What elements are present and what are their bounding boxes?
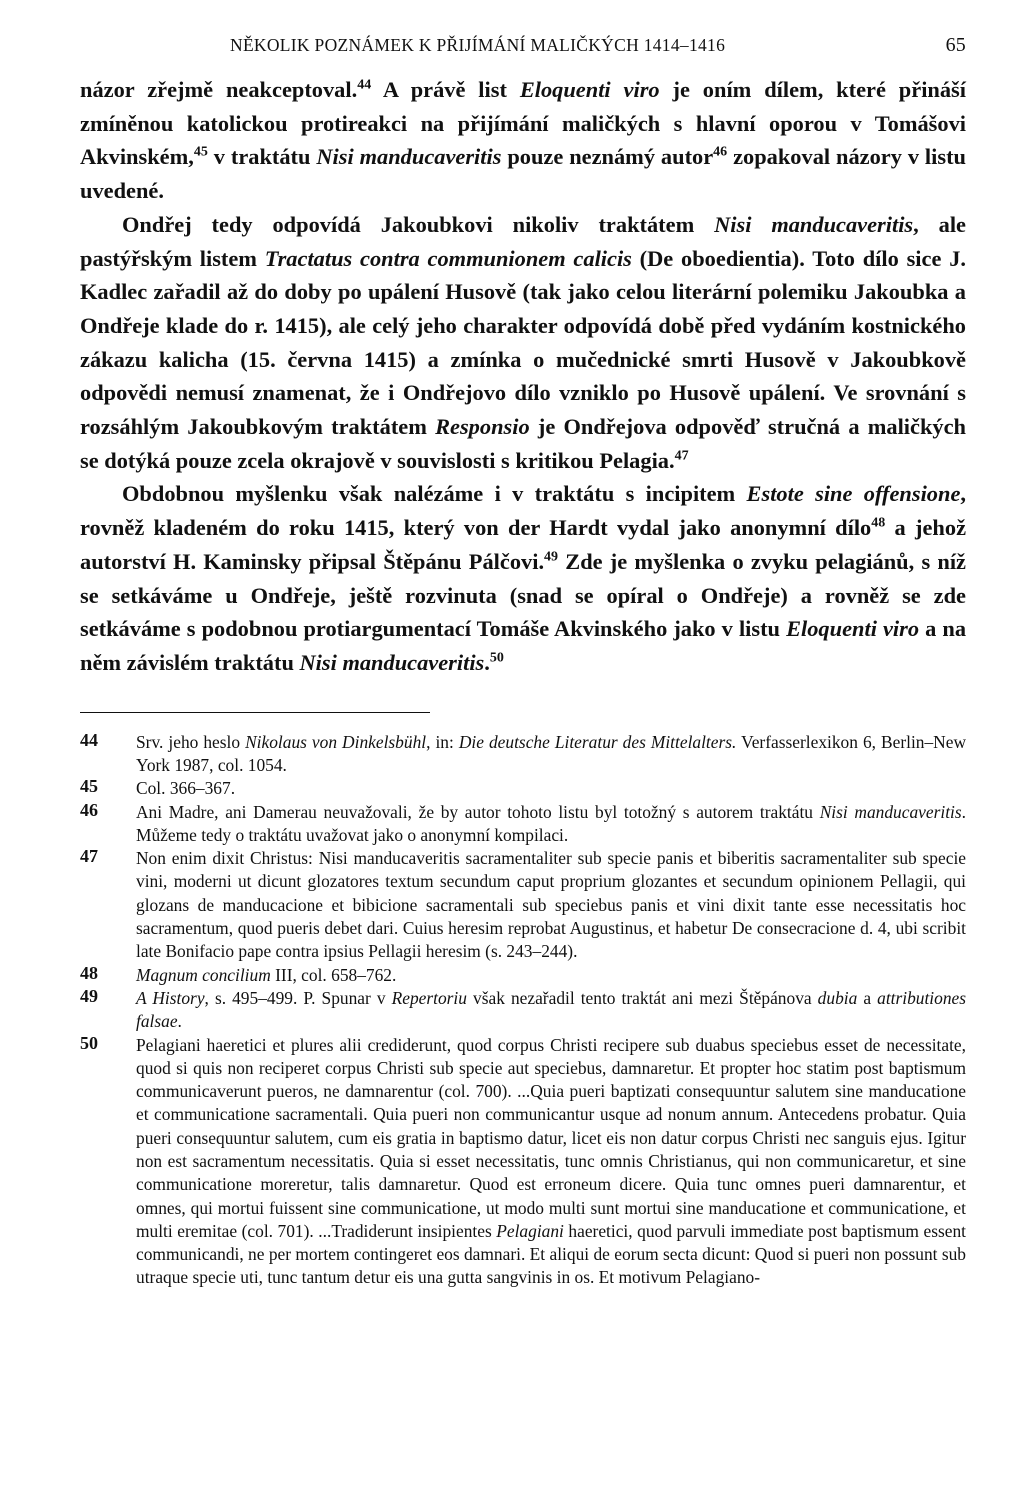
footnote-ref-49[interactable]: 49 — [544, 549, 559, 565]
italic-title: Eloquenti viro — [786, 616, 920, 642]
italic-title: A History — [136, 987, 205, 1008]
page-number: 65 — [945, 34, 966, 56]
footnote-ref-48[interactable]: 48 — [871, 515, 886, 531]
footnote-ref-44[interactable]: 44 — [357, 77, 372, 93]
footnote-50 — [80, 1034, 966, 1290]
paragraph-3 — [80, 477, 966, 679]
footnote-text: Non enim dixit Christus: Nisi manducaveritis sacramentaliter sub specie panis et biberitis sacramentaliter sub specie vini, moderni ut dicunt glozatores textum secundum caput proprium glozantes et secundum opinionem Pellagii, qui glozans de manducacione et bibicione sacramentali sub speciebus panis et vini dixit tante esse necessitatis hoc sacramentum, quod pueris debet dari. Cuius heresim reprobat Augustinus, et habetur De consecracione d. 4, ubi scribit late Bonifacio pape contra ipsius Pellagii heresim (s. 243–244). — [136, 848, 966, 962]
text-run: haeretici, quod parvuli immediate post baptismum essent communicandi, ne per mortem contingeret eos damnari. Et aliqui de eorum secta dicunt: Quod si pueri non possunt sub utraque specie uti, tunc tantum detur eis una gutta sangvinis in os. Et motivum Pelagiano- — [136, 1220, 966, 1288]
italic-title: Repertoriu — [391, 987, 467, 1008]
italic-title: attributiones falsae — [136, 987, 967, 1032]
footnote-number: 45 — [80, 776, 98, 797]
footnote-number: 46 — [80, 799, 98, 820]
text-run: pouze neznámý autor — [501, 144, 714, 170]
italic-title: Pelagiani — [496, 1220, 564, 1241]
text-run: Ondřej tedy odpovídá Jakoubkovi nikoliv traktátem — [122, 211, 715, 237]
footnote-ref-47[interactable]: 47 — [674, 448, 689, 464]
footnote-ref-46[interactable]: 46 — [713, 144, 728, 160]
text-run: a — [857, 987, 878, 1008]
text-run: . Můžeme tedy o traktátu uvažovat jako o anonymní kompilaci. — [136, 801, 966, 845]
text-run: , s. 495–499. P. Spunar v — [204, 987, 392, 1008]
italic-title: Nisi manducaveritis — [819, 801, 962, 822]
footnote-number: 50 — [80, 1032, 98, 1053]
text-run: Srv. jeho heslo — [136, 731, 246, 752]
text-run: III, col. 658–762. — [270, 964, 397, 985]
text-run: , rovněž kladeném do roku 1415, který von der Hardt vydal jako anonymní dílo — [80, 481, 966, 541]
footnote-46 — [80, 801, 966, 848]
main-text — [80, 73, 966, 680]
text-run: Zde je myšlenka o zvyku pelagiánů, s níž se setkáváme u Ondřeje, ještě rozvinuta (snad se opíral o Ondřeje) a rovněž se zde setkáváme s podobnou protiargumentací Tomáše Akvinského jako v listu — [80, 548, 966, 642]
footnote-44 — [80, 731, 966, 778]
text-run: . — [177, 1011, 182, 1032]
text-run: a na něm závislém traktátu — [80, 616, 967, 675]
italic-title: Magnum concilium — [136, 964, 271, 985]
italic-title: Die deutsche Literatur des Mittelalters. — [458, 731, 737, 752]
footnote-49 — [80, 987, 966, 1034]
italic-title: Eloquenti viro — [519, 77, 660, 102]
text-run: a jehož autorství H. Kaminsky připsal Štěpánu Pálčovi. — [80, 515, 967, 574]
footnote-45 — [80, 777, 966, 800]
text-run: názor zřejmě neakceptoval. — [80, 77, 358, 102]
text-run: Verfasserlexikon 6, Berlin–New York 1987, col. 1054. — [136, 731, 967, 775]
italic-title: dubia — [817, 987, 858, 1008]
text-run: Pelagiani haeretici et plures alii crediderunt, quod corpus Christi recipere sub duabus speciebus esset de necessitate, quod si quis non reciperet corpus Christi sub specie aut speciebus, damnaretur. Et propter hoc statim post baptismum communicaverunt pueros, ne damnarentur (col. 700). ...Quia pueri baptizati consequuntur salutem sine manducatione et communicatione sacramentali. Quia pueri non communicantur usque ad nonum annum. Antecedens probatur. Quia pueri consequuntur salutem, cum eis gratia in baptismo datur, licet eis non datur corpus Christi nec sanguis ejus. Igitur non est sacramentum necessitatis. Quia si esset necessitatis, tunc omnis Christianus, qui non communicaretur, et sine communicatione moreretur, talis damnaretur. Quod est erroneum dicere. Quia tunc omnes pueri damnarentur, et omnes, qui mortui fuissent sine communicatione, ut modo multi sunt mortui sine manducatione et communicatione, et multi eremitae (col. 701). ...Tradiderunt insipientes — [136, 1034, 966, 1241]
footnote-number: 47 — [80, 846, 98, 867]
text-run: , ale pastýřským listem — [80, 211, 966, 271]
footnote-number: 49 — [80, 985, 98, 1006]
text-run: A právě list — [371, 77, 520, 102]
paragraph-2 — [80, 208, 966, 478]
italic-title: Nikolaus von Dinkelsbühl — [245, 731, 427, 752]
footnote-number: 44 — [80, 729, 98, 750]
text-run: je Ondřejova odpověď stručná a maličkých se dotýká pouze zcela okrajově v souvislosti s kritikou Pelagia. — [80, 414, 966, 473]
running-head — [80, 34, 966, 57]
text-run: zopakoval názory v listu uvedené. — [80, 144, 966, 204]
italic-title: Nisi manducaveritis — [316, 144, 502, 170]
text-run: v traktátu — [207, 144, 317, 170]
footnote-text — [136, 801, 966, 848]
text-run: však nezařadil tento traktát ani mezi Štěpánova — [466, 987, 818, 1008]
footnote-text — [136, 964, 966, 987]
footnote-48 — [80, 964, 966, 987]
text-run: . — [484, 649, 490, 675]
footnote-text: Col. 366–367. — [136, 778, 236, 799]
paragraph-1 — [80, 73, 966, 208]
footnote-text — [136, 987, 966, 1034]
italic-title: Nisi manducaveritis — [714, 211, 914, 237]
footnotes — [80, 731, 966, 1290]
italic-title: Tractatus contra communionem calicis — [264, 245, 632, 271]
footnote-text — [136, 731, 966, 778]
text-run: , in: — [426, 731, 459, 752]
italic-title: Nisi manducaveritis — [299, 649, 485, 675]
text-run: Obdobnou myšlenku však nalézáme i v traktátu s incipitem — [122, 481, 747, 507]
italic-title: Responsio — [435, 414, 530, 440]
footnote-ref-45[interactable]: 45 — [193, 144, 208, 160]
text-run: Ani Madre, ani Damerau neuvažovali, že by autor tohoto listu byl totožný s autorem traktátu — [136, 801, 820, 822]
running-head-title: NĚKOLIK POZNÁMEK K PŘIJÍMÁNÍ MALIČKÝCH 1414–1416 — [230, 35, 726, 55]
italic-title: Estote sine offensione — [746, 481, 961, 507]
footnote-ref-50[interactable]: 50 — [489, 650, 504, 666]
footnote-number: 48 — [80, 962, 98, 983]
text-run: je oním dílem, které přináší zmíněnou katolickou protireakci na přijímání maličkých s hlavní oporou v Tomášovi Akvinském, — [80, 77, 966, 170]
footnote-47 — [80, 847, 966, 963]
text-run: (De oboedientia). Toto dílo sice J. Kadlec zařadil až do doby po upálení Husově (tak jako celou literární polemiku Jakoubka a Ondřeje klade do r. 1415), ale celý jeho charakter odpovídá době před vydáním kostnického zákazu kalicha (15. června 1415) a zmínka o mučednické smrti Husově v Jakoubkově odpovědi nemusí znamenat, že i Ondřejovo dílo vzniklo po Husově upálení. Ve srovnání s rozsáhlým Jakoubkovým traktátem — [80, 245, 966, 440]
footnote-text — [136, 1034, 966, 1290]
footnote-separator — [80, 712, 430, 713]
